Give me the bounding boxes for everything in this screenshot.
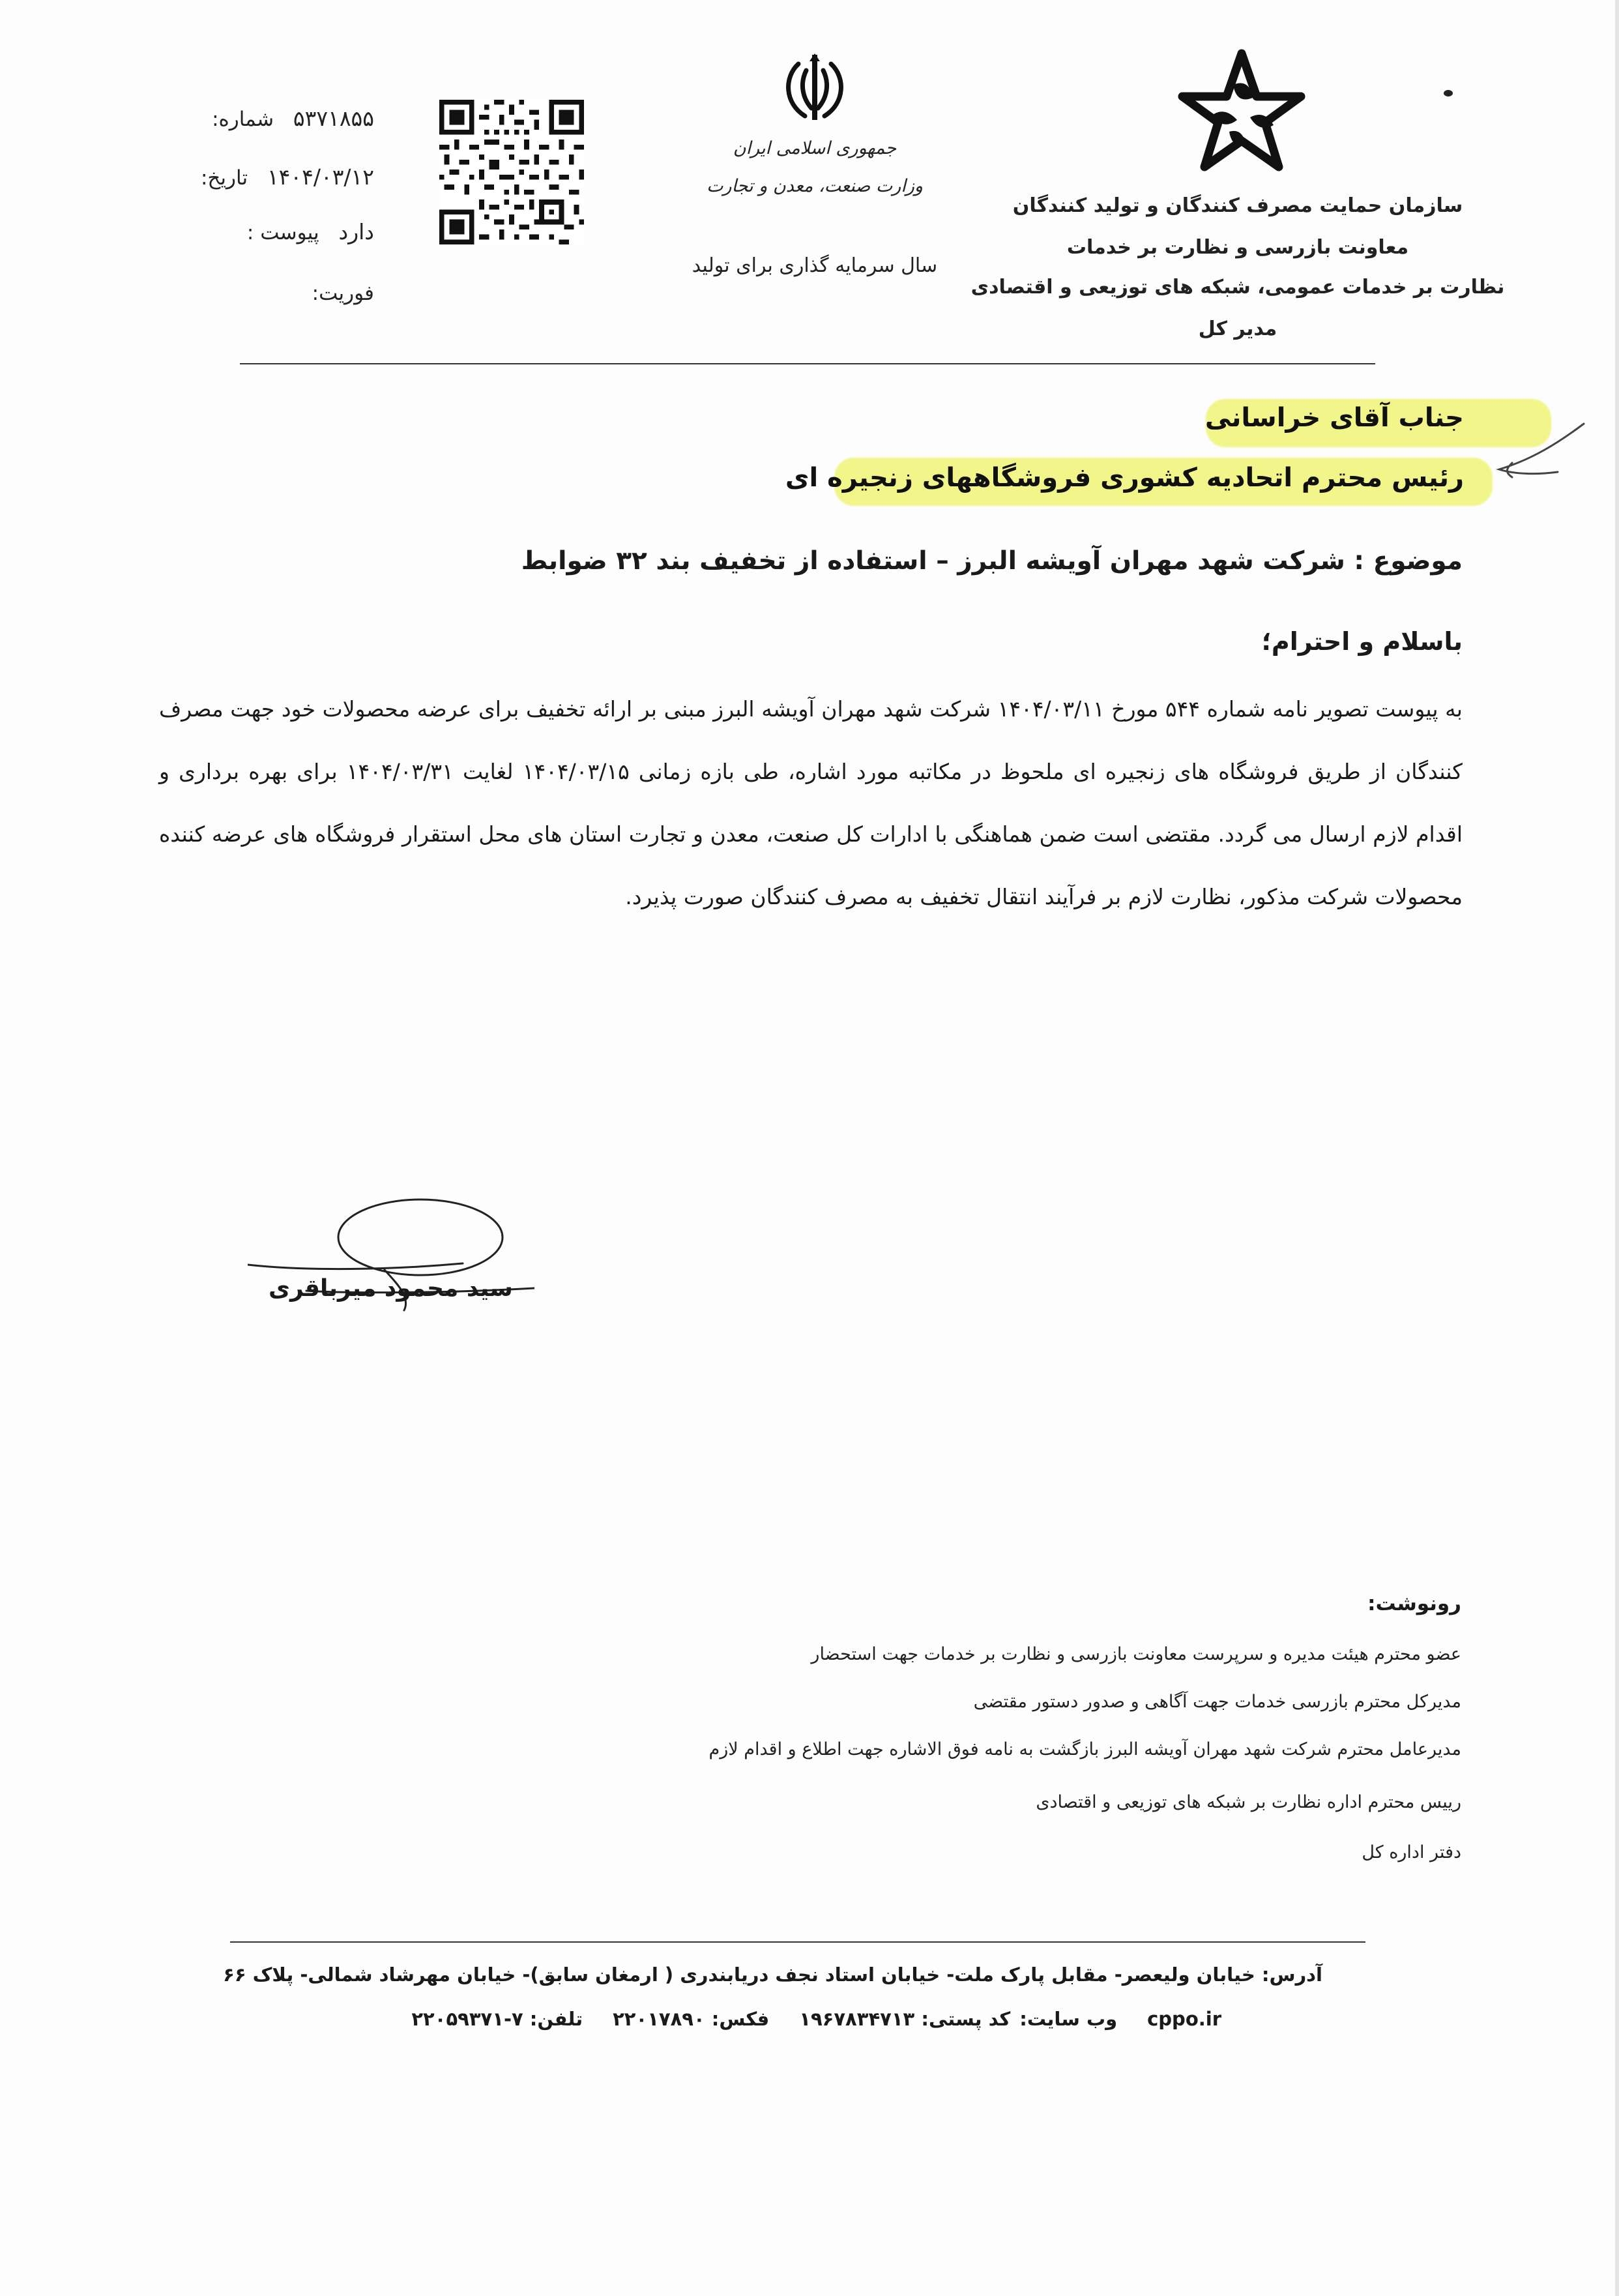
scan-dot — [1444, 90, 1453, 96]
cc-item: مدیرعامل محترم شرکت شهد مهران آویشه البرز بازگشت به نامه فوق الاشاره جهت اطلاع و اقدام لازم — [708, 1739, 1461, 1759]
date-row — [201, 164, 374, 190]
urgency-row — [312, 282, 374, 305]
org-line-4: مدیر کل — [1198, 317, 1277, 340]
number-value: ۵۳۷۱۸۵۵ — [293, 106, 374, 131]
handwritten-mark-icon — [1480, 417, 1590, 495]
date-label: تاریخ: — [200, 166, 248, 190]
greeting: باسلام و احترام؛ — [1261, 627, 1463, 656]
signature-scribble-icon — [248, 1193, 534, 1323]
footer-fax: فکس: ۲۲۰۱۷۸۹۰ — [613, 2008, 770, 2030]
org-line-2: معاونت بازرسی و نظارت بر خدمات — [1066, 236, 1409, 259]
addressee-title: رئیس محترم اتحادیه کشوری فروشگاههای زنجیره ای — [785, 463, 1464, 493]
qr-code-icon — [439, 100, 584, 244]
footer-contacts — [381, 2008, 1221, 2030]
cc-item: رییس محترم اداره نظارت بر شبکه های توزیعی و اقتصادی — [1036, 1792, 1461, 1812]
cc-title: رونوشت: — [1367, 1592, 1461, 1615]
date-value: ۱۴۰۴/۰۳/۱۲ — [267, 164, 374, 190]
ministry-line-1: جمهوری اسلامی ایران — [733, 138, 897, 158]
signatory-name: سید محمود میرباقری — [269, 1275, 513, 1302]
footer-website-link[interactable]: cppo.ir — [1147, 2008, 1221, 2030]
scan-edge — [1615, 0, 1619, 2296]
urgency-label: فوریت: — [312, 282, 374, 305]
org-line-1: سازمان حمایت مصرف کنندگان و تولید کنندگان — [1012, 194, 1463, 217]
iran-emblem-icon — [779, 51, 851, 126]
number-label: شماره: — [212, 108, 274, 131]
footer-phone: تلفن: ۷-۲۲۰۵۹۳۷۱ — [411, 2008, 583, 2030]
footer-website-label: وب سایت: — [1019, 2008, 1118, 2030]
attachment-label: پیوست : — [246, 221, 319, 244]
org-line-3: نظارت بر خدمات عمومی، شبکه های توزیعی و اقتصادی — [970, 276, 1505, 299]
footer-postal-code: کد پستی: ۱۹۶۷۸۳۴۷۱۳ — [799, 2008, 1011, 2030]
footer-address: آدرس: خیابان ولیعصر- مقابل پارک ملت- خیابان استاد نجف دریابندری ( ارمغان سابق)- خیابان مهرشاد شمالی- پلاک ۶۶ — [223, 1964, 1322, 1986]
ministry-line-2: وزارت صنعت، معدن و تجارت — [707, 176, 923, 196]
footer-divider — [230, 1941, 1365, 1943]
subject-line: موضوع : شرکت شهد مهران آویشه البرز – استفاده از تخفیف بند ۳۲ ضوابط — [521, 546, 1463, 576]
organization-logo-icon — [1173, 46, 1310, 179]
header-divider — [240, 363, 1375, 364]
letter-body: به پیوست تصویر نامه شماره ۵۴۴ مورخ ۱۴۰۴/۰۳/۱۱ شرکت شهد مهران آویشه البرز مبنی بر ارائه تخفیف برای عرضه محصولات خود جهت مصرف کنندگان از طریق فروشگاه های زنجیره ای ملحوظ در مکاتبه مورد اشاره، طی بازه زمانی ۱۴۰۴/۰۳/۱۵ لغایت ۱۴۰۴/۰۳/۳۱ برای بهره برداری و اقدام لازم ارسال می گردد. مقتضی است ضمن هماهنگی با ادارات کل صنعت، معدن و تجارت استان های محل استقرار فروشگاه های عرضه کننده محصولات شرکت مذکور، نظارت لازم بر فرآیند انتقال تخفیف به مصرف کنندگان صورت پذیرد. — [159, 696, 1463, 909]
attachment-value: دارد — [338, 219, 374, 244]
number-row — [212, 106, 374, 131]
cc-item: مدیرکل محترم بازرسی خدمات جهت آگاهی و صدور دستور مقتضی — [973, 1692, 1461, 1712]
year-slogan: سال سرمایه گذاری برای تولید — [692, 254, 938, 277]
cc-item: عضو محترم هیئت مدیره و سرپرست معاونت بازرسی و نظارت بر خدمات جهت استحضار — [811, 1644, 1461, 1664]
addressee-name: جناب آقای خراسانی — [1204, 403, 1464, 433]
attachment-row — [247, 219, 374, 244]
cc-item: دفتر اداره کل — [1362, 1842, 1461, 1862]
